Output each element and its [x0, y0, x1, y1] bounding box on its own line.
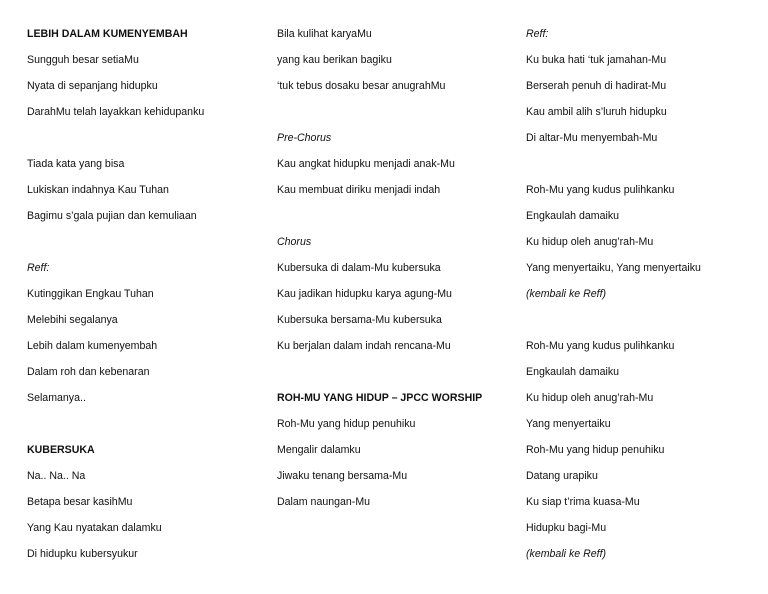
lyric-line: Kau angkat hidupku menjadi anak-Mu: [277, 158, 455, 170]
lyric-line: Kau jadikan hidupku karya agung-Mu: [277, 288, 452, 300]
lyric-line: DarahMu telah layakkan kehidupanku: [27, 106, 205, 118]
lyric-line: Hidupku bagi-Mu: [526, 522, 607, 534]
blank-line: [27, 235, 267, 261]
lyric-line: Mengalir dalamku: [277, 444, 361, 456]
lyric-line: Jiwaku tenang bersama-Mu: [277, 470, 408, 482]
lyric-line: Sungguh besar setiaMu: [27, 54, 139, 66]
lyric-line: Kubersuka bersama-Mu kubersuka: [277, 314, 442, 326]
lyric-line: Nyata di sepanjang hidupku: [27, 80, 158, 92]
lyric-line: Ku hidup oleh anug’rah-Mu: [526, 236, 654, 248]
lyric-line: Kubersuka di dalam-Mu kubersuka: [277, 262, 441, 274]
lyric-line: ‘tuk tebus dosaku besar anugrahMu: [277, 80, 446, 92]
lyrics-column-2: [277, 27, 517, 521]
lyric-line: Ku berjalan dalam indah rencana-Mu: [277, 340, 451, 352]
lyric-line: Yang Kau nyatakan dalamku: [27, 522, 162, 534]
lyric-line: Yang menyertaiku, Yang menyertaiku: [526, 262, 701, 274]
lyric-line: Di hidupku kubersyukur: [27, 548, 138, 560]
lyrics-column-1: [27, 27, 267, 573]
lyric-line: Tiada kata yang bisa: [27, 158, 125, 170]
lyric-line: Bagimu s’gala pujian dan kemuliaan: [27, 210, 197, 222]
lyric-line: Kau ambil alih s’luruh hidupku: [526, 106, 667, 118]
lyric-line: Dalam roh dan kebenaran: [27, 366, 150, 378]
section-label: Reff:: [526, 28, 549, 40]
lyric-line: Betapa besar kasihMu: [27, 496, 133, 508]
section-label: Chorus: [277, 236, 312, 248]
lyric-line: Kutinggikan Engkau Tuhan: [27, 288, 154, 300]
lyric-line: Selamanya..: [27, 392, 86, 404]
lyric-line: Lukiskan indahnya Kau Tuhan: [27, 184, 169, 196]
lyric-line: Datang urapiku: [526, 470, 598, 482]
blank-line: [277, 209, 517, 235]
lyric-line: Na.. Na.. Na: [27, 470, 86, 482]
lyric-line: Ku siap t’rima kuasa-Mu: [526, 496, 640, 508]
lyric-line: Melebihi segalanya: [27, 314, 118, 326]
lyrics-column-3: [526, 27, 766, 573]
lyric-line: Lebih dalam kumenyembah: [27, 340, 158, 352]
section-label: Pre-Chorus: [277, 132, 332, 144]
blank-line: [526, 157, 766, 183]
lyric-line: Di altar-Mu menyembah-Mu: [526, 132, 658, 144]
lyric-line: yang kau berikan bagiku: [277, 54, 392, 66]
blank-line: [27, 131, 267, 157]
blank-line: [277, 105, 517, 131]
lyric-line: Ku hidup oleh anug’rah-Mu: [526, 392, 654, 404]
song-title: ROH-MU YANG HIDUP – JPCC WORSHIP: [277, 392, 483, 404]
lyric-line: Dalam naungan-Mu: [277, 496, 371, 508]
lyric-line: Kau membuat diriku menjadi indah: [277, 184, 441, 196]
lyric-line: Engkaulah damaiku: [526, 366, 620, 378]
blank-line: [27, 417, 267, 443]
lyric-line: Roh-Mu yang kudus pulihkanku: [526, 340, 675, 352]
lyric-line: Bila kulihat karyaMu: [277, 28, 372, 40]
blank-line: [277, 365, 517, 391]
song-title: LEBIH DALAM KUMENYEMBAH: [27, 28, 188, 40]
lyric-line: Yang menyertaiku: [526, 418, 611, 430]
lyric-line: Engkaulah damaiku: [526, 210, 620, 222]
lyric-line: Roh-Mu yang kudus pulihkanku: [526, 184, 675, 196]
section-label: (kembali ke Reff): [526, 288, 607, 300]
lyric-line: Ku buka hati ‘tuk jamahan-Mu: [526, 54, 667, 66]
lyric-line: Roh-Mu yang hidup penuhiku: [277, 418, 416, 430]
section-label: Reff:: [27, 262, 50, 274]
lyric-line: Berserah penuh di hadirat-Mu: [526, 80, 667, 92]
blank-line: [526, 313, 766, 339]
lyric-line: Roh-Mu yang hidup penuhiku: [526, 444, 665, 456]
section-label: (kembali ke Reff): [526, 548, 607, 560]
song-title: KUBERSUKA: [27, 444, 95, 456]
